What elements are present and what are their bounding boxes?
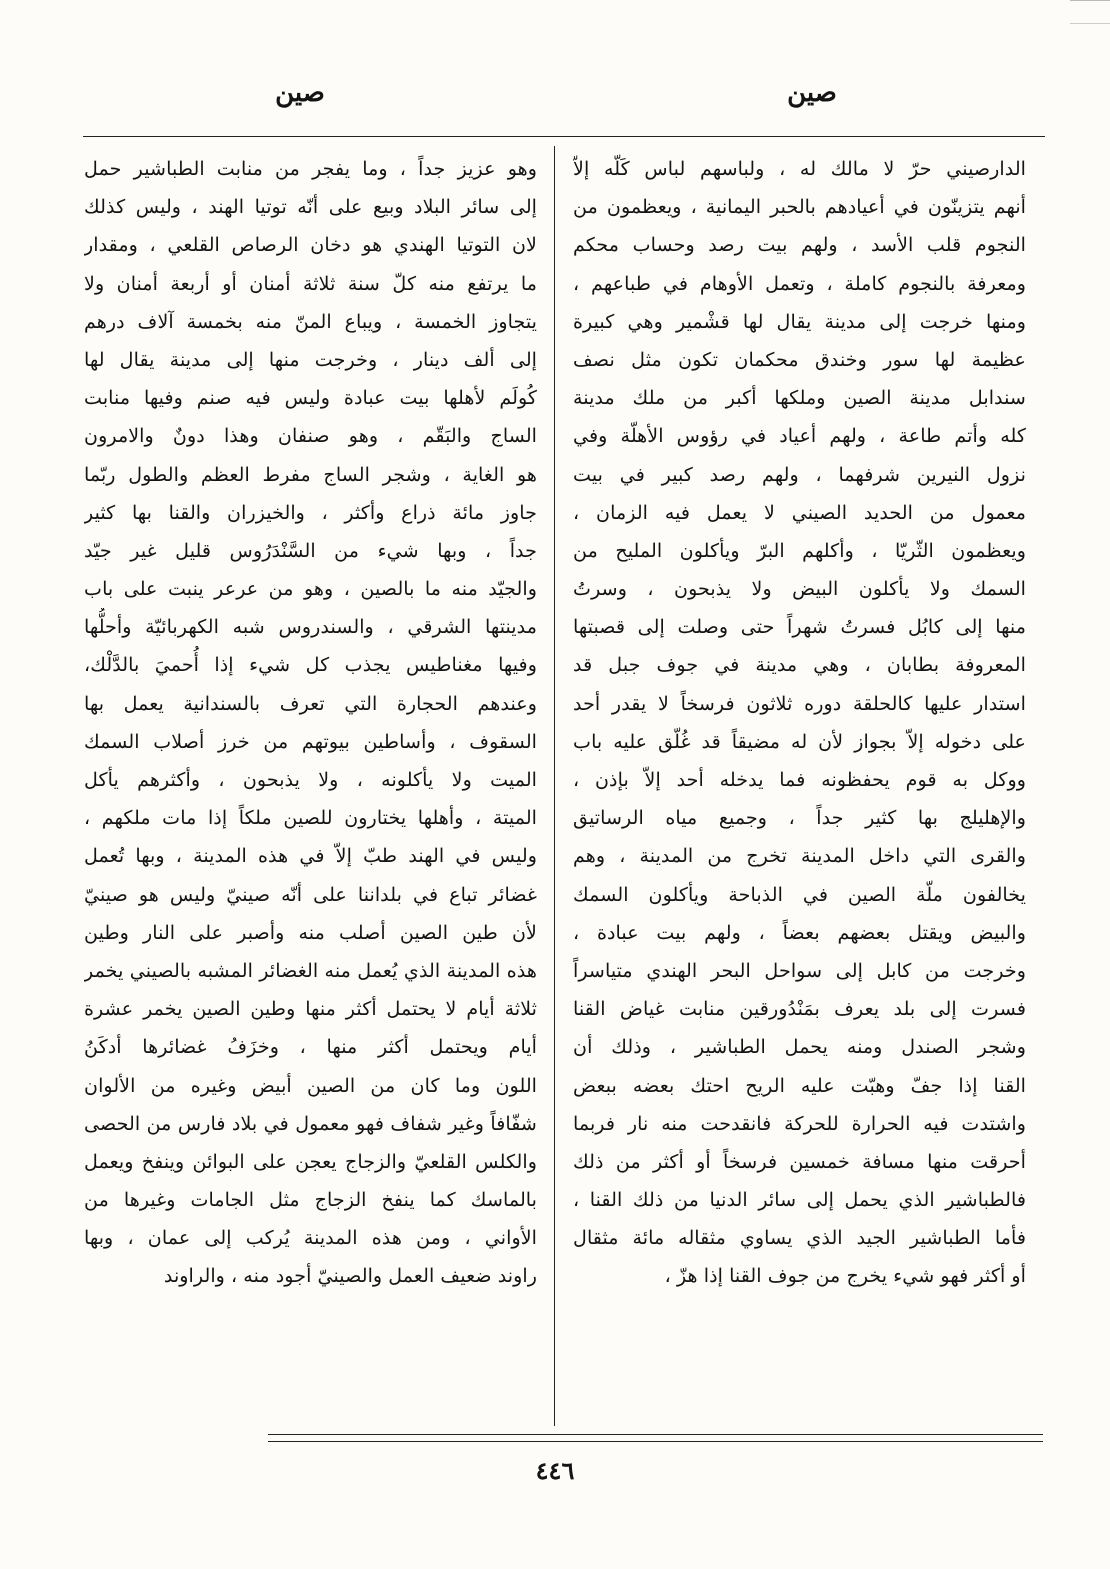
text-line: منها إلى كابُل فسرتُ شهراً حتى وصلت إلى قصبتها (573, 615, 1026, 639)
text-line: فالطباشير الذي يحمل إلى سائر الدنيا من ذلك القنا ، (573, 1188, 1026, 1212)
text-line: إلى ألف دينار ، وخرجت منها إلى مدينة يقال لها (84, 347, 537, 371)
text-line: وعندهم الحجارة التي تعرف بالسندانية يعمل بها (84, 691, 537, 715)
text-line: الأواني ، ومن هذه المدينة يُركب إلى عمان ، وبها (84, 1226, 537, 1250)
text-line: يخالفون ملّة الصين في الذباحة ويأكلون السمك (573, 882, 1026, 906)
text-line: يتجاوز الخمسة ، ويباع المنّ منه بخمسة آلاف درهم (84, 309, 537, 333)
header-rule (83, 136, 1045, 137)
text-line: والإهليلج بها كثير جداً ، وجميع مياه الرساتيق (573, 806, 1026, 830)
text-line: ويعظمون الثّريّا ، وأكلهم البرّ ويأكلون المليح من (573, 538, 1026, 562)
text-line: إلى سائر البلاد وبيع على أنّه توتيا الهند ، وليس كذلك (84, 195, 537, 219)
text-line: وليس في الهند طبّ إلاّ في هذه المدينة ، وبها تُعمل (84, 844, 537, 868)
running-head-left: صين (275, 78, 325, 108)
text-line: استدار عليها كالحلقة دوره ثلاثون فرسخاً لا يقدر أحد (573, 691, 1026, 715)
text-line: الساج والبَقّم ، وهو صنفان وهذا دونٌ والامرون (84, 424, 537, 448)
text-line: مدينتها الشرقي ، والسندروس شبه الكهربائيّة وأحلُّها (84, 615, 537, 639)
text-line: أو أكثر فهو شيء يخرج من جوف القنا إذا هزّ ، (664, 1264, 1026, 1288)
text-line: وهو عزيز جداً ، وما يفجر من منابت الطباشير حمل (84, 157, 537, 180)
text-line: ومعرفة بالنجوم كاملة ، وتعمل الأوهام في طباعهم ، (573, 271, 1026, 295)
text-line: نزول النيرين شرفهما ، ولهم رصد كبير في بيت (573, 462, 1026, 486)
text-line: أحرقت منها مسافة خمسين فرسخاً أو أكثر من ذلك (573, 1149, 1026, 1173)
text-line: كُولَم لأهلها بيت عبادة وليس فيه صنم وفيها منابت (84, 386, 537, 410)
text-line: الميتة ، وأهلها يختارون للصين ملكاً إذا مات ملكهم ، (84, 806, 537, 830)
footer-rule (268, 1434, 1043, 1435)
left-column (84, 150, 537, 1296)
text-line: فسرت إلى بلد يعرف بمَنْدُورقين منابت غياض القنا (573, 997, 1026, 1021)
page-number: ٤٤٦ (535, 1456, 575, 1485)
text-line: أنهم يتزينّون في أعيادهم بالحبر اليمانية ، ويعظمون من (573, 195, 1026, 219)
text-line: والجيّد منه ما بالصين ، وهو من عرعر ينبت على باب (84, 577, 537, 601)
text-line: عظيمة لها سور وخندق محكمان تكون مثل نصف (573, 347, 1026, 371)
text-line: كله وأتم طاعة ، ولهم أعياد في رؤوس الأهلّة وفي (573, 424, 1026, 448)
text-line: أيام ويحتمل أكثر منها ، وخزَفُ غضائرها أدكَنُ (84, 1035, 537, 1059)
edge-mark (1070, 0, 1110, 24)
text-line: جاوز مائة ذراع وأكثر ، والخيزران والقنا بها كثير (84, 500, 537, 524)
text-line: ووكل به قوم يحفظونه فما يدخله أحد إلاّ بإذن ، (573, 768, 1026, 791)
text-line: على دخوله إلاّ بجواز لأن له مضيقاً قد غُلّق عليه باب (573, 729, 1026, 753)
text-line: اللون وما كان من الصين أبيض وغيره من الألوان (84, 1073, 537, 1097)
text-line: واشتدت فيه الحرارة للحركة فانقدحت منه نار فربما (573, 1111, 1026, 1135)
right-column (573, 150, 1026, 1296)
text-line: السمك ولا يأكلون البيض ولا يذبحون ، وسرتُ (573, 577, 1026, 601)
text-line: ومنها خرجت إلى مدينة يقال لها قشْمير وهي كبيرة (573, 309, 1026, 333)
text-line: لان التوتيا الهندي هو دخان الرصاص القلعي ، ومقدار (84, 233, 537, 257)
text-line: معمول من الحديد الصيني لا يعمل فيه الزمان ، (573, 500, 1026, 524)
text-line: المعروفة بطابان ، وهي مدينة في جوف جبل قد (573, 653, 1026, 677)
text-line: ما يرتفع منه كلّ سنة ثلاثة أمنان أو أربعة أمنان ولا (84, 271, 537, 295)
text-line: هذه المدينة الذي يُعمل منه الغضائر المشبه بالصيني يخمر (84, 958, 537, 982)
text-line: والكلس القلعيّ والزجاج يعجن على البوائن وينفخ ويعمل (84, 1149, 537, 1173)
text-line: الدارصيني حرّ لا مالك له ، ولباسهم لباس كَلّه إلاّ (573, 157, 1026, 180)
text-line: شفّافاً وغير شفاف فهو معمول في بلاد فارس من الحصى (84, 1111, 537, 1135)
text-line: ثلاثة أيام لا يحتمل أكثر منها وطين الصين يخمر عشرة (84, 997, 537, 1021)
text-line: راوند ضعيف العمل والصينيّ أجود منه ، والراوند (163, 1264, 537, 1288)
running-head-right: صين (787, 78, 837, 108)
text-line: غضائر تباع في بلداننا على أنّه صينيّ وليس هو صينيّ (84, 882, 537, 906)
footer-rule-thin (268, 1441, 1043, 1442)
text-line: النجوم قلب الأسد ، ولهم بيت رصد وحساب محكم (573, 233, 1026, 257)
text-line: لأن طين الصين أصلب منه وأصبر على النار وطين (84, 920, 537, 944)
text-line: وفيها مغناطيس يجذب كل شيء إذا أُحميَ بالدَّلْك، (84, 653, 537, 677)
text-line: السقوف ، وأساطين بيوتهم من خرز أصلاب السمك (84, 729, 537, 753)
text-line: وشجر الصندل ومنه يحمل الطباشير ، وذلك أن (573, 1035, 1026, 1059)
text-line: سندابل مدينة الصين وملكها أكبر من ملك مدينة (573, 386, 1026, 410)
text-line: وخرجت من كابل إلى سواحل البحر الهندي متياسراً (573, 958, 1026, 982)
text-line: هو الغاية ، وشجر الساج مفرط العظم والطول ربّما (84, 462, 537, 486)
text-line: بالماسك كما ينفخ الزجاج مثل الجامات وغيرها من (84, 1188, 537, 1212)
column-divider (554, 146, 555, 1426)
text-line: جداً ، وبها شيء من السَّنْدَرُوس قليل غير جيّد (84, 538, 537, 562)
text-line: والقرى التي داخل المدينة تخرج من المدينة ، وهم (573, 844, 1026, 868)
text-line: القنا إذا جفّ وهبّت عليه الريح احتك بعضه ببعض (573, 1073, 1026, 1097)
text-line: والبيض ويقتل بعضهم بعضاً ، ولهم بيت عبادة ، (573, 920, 1026, 944)
text-line: الميت ولا يأكلونه ، ولا يذبحون ، وأكثرهم يأكل (84, 768, 537, 791)
text-line: فأما الطباشير الجيد الذي يساوي مثقاله مائة مثقال (573, 1226, 1026, 1250)
